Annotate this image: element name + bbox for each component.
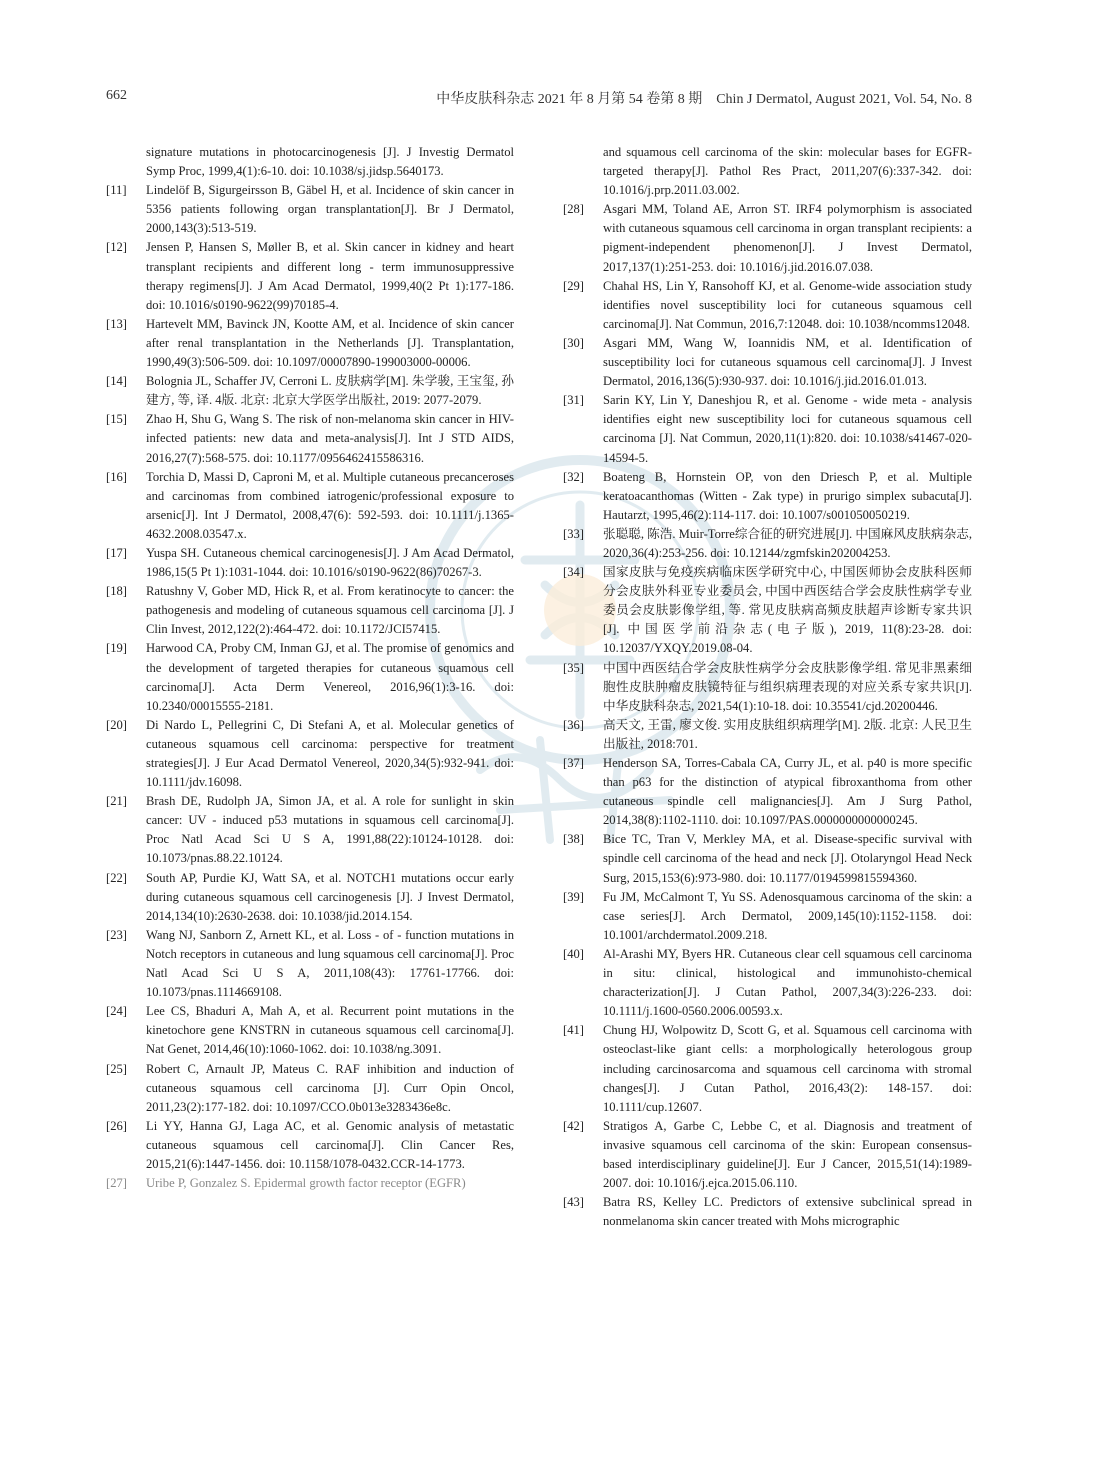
- reference-number: [27]: [106, 1176, 127, 1191]
- reference-item: [563, 277, 972, 334]
- reference-text: Zhao H, Shu G, Wang S. The risk of non-melanoma skin cancer in HIV-infected patients: new data and meta-analysis[J]. Int J STD AIDS, 2016,27(7):568-575. doi: 10.1177/0956462415586316.: [146, 412, 514, 465]
- reference-item: [563, 334, 972, 391]
- reference-number: [28]: [563, 202, 584, 217]
- reference-number: [37]: [563, 756, 584, 770]
- reference-continuation: signature mutations in photocarcinogenesis [J]. J Investig Dermatol Symp Proc, 1999,4(1):6-10. doi: 10.1038/sj.jidsp.5640173.: [146, 145, 514, 179]
- reference-number: [25]: [106, 1061, 127, 1076]
- reference-text: Ratushny V, Gober MD, Hick R, et al. From keratinocyte to cancer: the pathogenesis and modeling of cutaneous squamous cell carcinoma [J]. J Clin Invest, 2012,122(2):464-472. doi: 10.1172/JCI57415.: [146, 584, 514, 637]
- reference-item: [563, 1021, 972, 1116]
- reference-item: [106, 1002, 514, 1059]
- reference-text: Brash DE, Rudolph JA, Simon JA, et al. A role for sunlight in skin cancer: UV - induced p53 mutations in squamous cell carcinoma[J]. Proc Natl Acad Sci U S A, 1991,88(22):10124-10128. doi: 10.1073/pnas.88.22.10124.: [146, 794, 514, 866]
- reference-text: Uribe P, Gonzalez S. Epidermal growth factor receptor (EGFR): [146, 1176, 466, 1191]
- reference-item: [106, 238, 514, 314]
- reference-item: [106, 410, 514, 467]
- reference-number: [36]: [563, 717, 584, 732]
- reference-item: [563, 659, 972, 716]
- reference-text: Harwood CA, Proby CM, Inman GJ, et al. The promise of genomics and the development of targeted therapies for cutaneous squamous cell carcinoma[J]. Acta Derm Venereol, 2016,96(1):3-16. doi: 10.2340/00015555-2181.: [146, 641, 514, 713]
- reference-item: [563, 1117, 972, 1193]
- reference-text: Lindelöf B, Sigurgeirsson B, Gäbel H, et al. Incidence of skin cancer in 5356 patients following organ transplantation[J]. Br J Dermatol, 2000,143(3):513-519.: [146, 183, 514, 236]
- reference-text: Yuspa SH. Cutaneous chemical carcinogenesis[J]. J Am Acad Dermatol, 1986,15(5 Pt 1):1031-1044. doi: 10.1016/s0190-9622(86)70267-3.: [146, 545, 514, 580]
- reference-item: [563, 468, 972, 525]
- reference-item: [563, 830, 972, 887]
- reference-number: [41]: [563, 1023, 584, 1038]
- reference-number: [16]: [106, 469, 127, 484]
- page-number: 662: [106, 88, 127, 103]
- left-column: [106, 143, 514, 1193]
- reference-item: [106, 716, 514, 792]
- reference-item: [106, 869, 514, 926]
- reference-item: [563, 754, 972, 830]
- reference-item: [106, 582, 514, 639]
- reference-text: Jensen P, Hansen S, Møller B, et al. Skin cancer in kidney and heart transplant recipients and different long - term immunosuppressive therapy regimens[J]. J Am Acad Dermatol, 1999,40(2 Pt 1):177-186. doi: 10.1016/s0190-9622(99)70185-4.: [146, 240, 514, 312]
- reference-number: [19]: [106, 641, 127, 656]
- reference-number: [43]: [563, 1195, 584, 1210]
- reference-item: [563, 1193, 972, 1231]
- reference-item: [106, 1117, 514, 1174]
- reference-number: [35]: [563, 660, 584, 675]
- reference-text: 高天文, 王雷, 廖文俊. 实用皮肤组织病理学[M]. 2版. 北京: 人民卫生出版社, 2018:701.: [603, 717, 972, 751]
- reference-item: [106, 792, 514, 868]
- reference-item: [563, 391, 972, 467]
- reference-number: [30]: [563, 335, 584, 350]
- reference-text: South AP, Purdie KJ, Watt SA, et al. NOTCH1 mutations occur early during cutaneous squamous cell carcinogenesis [J]. J Invest Dermatol, 2014,134(10):2630-2638. doi: 10.1038/jid.2014.154.: [146, 870, 514, 923]
- reference-number: [26]: [106, 1118, 127, 1133]
- reference-text: Lee CS, Bhaduri A, Mah A, et al. Recurrent point mutations in the kinetochore gene KNSTRN in cutaneous squamous cell carcinoma[J]. Nat Genet, 2014,46(10):1060-1062. doi: 10.1038/ng.3091.: [146, 1004, 514, 1057]
- reference-item: [563, 563, 972, 658]
- reference-text: 国家皮肤与免疫疾病临床医学研究中心, 中国医师协会皮肤科医师分会皮肤外科亚专业委员会, 中国中西医结合学会皮肤性病学专业委员会皮肤影像学组, 等. 常见皮肤病高频皮肤超声诊断专家共识[J]. 中国医学前沿杂志(电子版), 2019, 11(8):23-28. doi: 10.12037/YXQY.2019.08-04.: [603, 565, 972, 656]
- reference-item: [563, 945, 972, 1021]
- reference-text: 中国中西医结合学会皮肤性病学分会皮肤影像学组. 常见非黑素细胞性皮肤肿瘤皮肤镜特征与组织病理表现的对应关系专家共识[J]. 中华皮肤科杂志, 2021,54(1):10-18. doi: 10.35541/cjd.20200446.: [603, 660, 972, 713]
- reference-number: [24]: [106, 1004, 127, 1019]
- reference-item: [106, 315, 514, 372]
- reference-number: [15]: [106, 412, 127, 427]
- reference-number: [39]: [563, 889, 584, 904]
- reference-text: Li YY, Hanna GJ, Laga AC, et al. Genomic analysis of metastatic cutaneous squamous cell carcinoma[J]. Clin Cancer Res, 2015,21(6):1447-1456. doi: 10.1158/1078-0432.CCR-14-1773.: [146, 1118, 514, 1171]
- reference-number: [42]: [563, 1118, 584, 1133]
- reference-text: Robert C, Arnault JP, Mateus C. RAF inhibition and induction of cutaneous squamous cell carcinoma [J]. Curr Opin Oncol, 2011,23(2):177-182. doi: 10.1097/CCO.0b013e3283436e8c.: [146, 1061, 514, 1114]
- reference-text: Asgari MM, Toland AE, Arron ST. IRF4 polymorphism is associated with cutaneous squamous cell carcinoma in organ transplant recipients: a pigment-independent phenomenon[J]. J Invest Dermatol, 2017,137(1):251-253. doi: 10.1016/j.jid.2016.07.038.: [603, 202, 972, 274]
- reference-item: [106, 468, 514, 544]
- reference-number: [31]: [563, 393, 584, 408]
- reference-item: [563, 525, 972, 563]
- reference-text: Asgari MM, Wang W, Ioannidis NM, et al. Identification of susceptibility loci for cutaneous squamous cell carcinoma[J]. J Invest Dermatol, 2016,136(5):930-937. doi: 10.1016/j.jid.2016.01.013.: [603, 335, 972, 389]
- reference-number: [17]: [106, 545, 127, 560]
- reference-text: Torchia D, Massi D, Caproni M, et al. Multiple cutaneous precanceroses and carcinomas from combined iatrogenic/professional exposure to arsenic[J]. Int J Dermatol, 2008,47(6): 592-593. doi: 10.1111/j.1365-4632.2008.03547.x.: [146, 469, 514, 541]
- reference-number: [40]: [563, 946, 584, 961]
- reference-item: [106, 544, 514, 582]
- reference-text: 张聪聪, 陈浩. Muir-Torre综合征的研究进展[J]. 中国麻风皮肤病杂志, 2020,36(4):253-256. doi: 10.12144/zgmfskin202004253.: [603, 526, 972, 560]
- reference-text: Sarin KY, Lin Y, Daneshjou R, et al. Genome - wide meta - analysis identifies eight new susceptibility loci for cutaneous squamous cell carcinoma [J]. Nat Commun, 2020,11(1):820. doi: 10.1038/s41467-020-14594-5.: [603, 393, 972, 465]
- reference-number: [21]: [106, 794, 127, 809]
- reference-text: Henderson SA, Torres-Cabala CA, Curry JL, et al. p40 is more specific than p63 for the distinction of atypical fibroxanthoma from other cutaneous spindle cell malignancies[J]. Am J Surg Pathol, 2014,38(8):1102-1110. doi: 10.1097/PAS.0000000000000245.: [603, 756, 972, 828]
- reference-number: [20]: [106, 717, 127, 732]
- reference-item: [106, 1060, 514, 1117]
- reference-text: Hartevelt MM, Bavinck JN, Kootte AM, et al. Incidence of skin cancer after renal transplantation in the Netherlands [J]. Transplantation, 1990,49(3):506-509. doi: 10.1097/00007890-199003000-00006.: [146, 316, 514, 370]
- reference-text: Al-Arashi MY, Byers HR. Cutaneous clear cell squamous cell carcinoma in situ: clinical, histological and immunohisto-chemical characterization[J]. J Cutan Pathol, 2007,34(3):226-233. doi: 10.1111/j.1600-0560.2006.00593.x.: [603, 946, 972, 1019]
- reference-text: Fu JM, McCalmont T, Yu SS. Adenosquamous carcinoma of the skin: a case series[J]. Arch Dermatol, 2009,145(10):1152-1158. doi: 10.1001/archdermatol.2009.218.: [603, 889, 972, 942]
- reference-item: [563, 888, 972, 945]
- reference-number: [29]: [563, 278, 584, 293]
- reference-number: [22]: [106, 870, 127, 885]
- reference-number: [32]: [563, 469, 584, 484]
- reference-text: Batra RS, Kelley LC. Predictors of extensive subclinical spread in nonmelanoma skin cancer treated with Mohs micrographic: [603, 1195, 972, 1229]
- reference-number: [11]: [106, 183, 127, 198]
- reference-item: [106, 639, 514, 715]
- reference-text: Chung HJ, Wolpowitz D, Scott G, et al. Squamous cell carcinoma with osteoclast-like giant cells: a morphologically heterologous group including carcinosarcoma and squamous cell carcinoma with stromal changes[J]. J Cutan Pathol, 2016,43(2): 148-157. doi: 10.1111/cup.12607.: [603, 1023, 972, 1114]
- journal-citation: 中华皮肤科杂志 2021 年 8 月第 54 卷第 8 期 Chin J Dermatol, August 2021, Vol. 54, No. 8: [436, 92, 972, 107]
- reference-text: Bolognia JL, Schaffer JV, Cerroni L. 皮肤病学[M]. 朱学骏, 王宝玺, 孙建方, 等, 译. 4版. 北京: 北京大学医学出版社, 2019: 2077-2079.: [146, 374, 514, 408]
- reference-text: Stratigos A, Garbe C, Lebbe C, et al. Diagnosis and treatment of invasive squamous cell carcinoma of the skin: European consensus-based interdisciplinary guideline[J]. Eur J Cancer, 2015,51(14):1989-2007. doi: 10.1016/j.ejca.2015.06.110.: [603, 1118, 972, 1191]
- reference-number: [13]: [106, 316, 127, 331]
- reference-continuation: and squamous cell carcinoma of the skin: molecular bases for EGFR-targeted therapy[J]. Pathol Res Pract, 2011,207(6):337-342. doi: 10.1016/j.prp.2011.03.002.: [603, 145, 972, 198]
- reference-text: Di Nardo L, Pellegrini C, Di Stefani A, et al. Molecular genetics of cutaneous squamous cell carcinoma: perspective for treatment strategies[J]. J Eur Acad Dermatol Venereol, 2020,34(5):932-941. doi: 10.1111/jdv.16098.: [146, 717, 514, 790]
- reference-number: [33]: [563, 526, 584, 541]
- reference-item: [563, 200, 972, 276]
- reference-text: Wang NJ, Sanborn Z, Arnett KL, et al. Loss - of - function mutations in Notch receptors in cutaneous and lung squamous cell carcinoma[J]. Proc Natl Acad Sci U S A, 2011,108(43): 17761-17766. doi: 10.1073/pnas.1114669108.: [146, 927, 514, 1000]
- reference-number: [34]: [563, 565, 584, 580]
- reference-number: [14]: [106, 374, 127, 389]
- right-column: [563, 143, 972, 1231]
- reference-item: [106, 926, 514, 1002]
- reference-text: Boateng B, Hornstein OP, von den Driesch P, et al. Multiple keratoacanthomas (Witten - Zak type) in prurigo simplex subacuta[J]. Hautarzt, 1995,46(2):114-117. doi: 10.1007/s001050050219.: [603, 469, 972, 522]
- reference-item: [106, 1174, 514, 1193]
- reference-item: [106, 372, 514, 410]
- reference-text: Bice TC, Tran V, Merkley MA, et al. Disease-specific survival with spindle cell carcinoma of the head and neck [J]. Otolaryngol Head Neck Surg, 2015,153(6):973-980. doi: 10.1177/0194599815594360.: [603, 832, 972, 885]
- reference-number: [23]: [106, 927, 127, 942]
- reference-number: [18]: [106, 584, 127, 599]
- reference-number: [12]: [106, 240, 127, 255]
- reference-item: [106, 181, 514, 238]
- reference-text: Chahal HS, Lin Y, Ransohoff KJ, et al. Genome-wide association study identifies novel susceptibility loci for cutaneous squamous cell carcinoma[J]. Nat Commun, 2016,7:12048. doi: 10.1038/ncomms12048.: [603, 278, 972, 331]
- reference-item: [563, 716, 972, 754]
- running-header: [106, 88, 972, 110]
- reference-number: [38]: [563, 832, 584, 847]
